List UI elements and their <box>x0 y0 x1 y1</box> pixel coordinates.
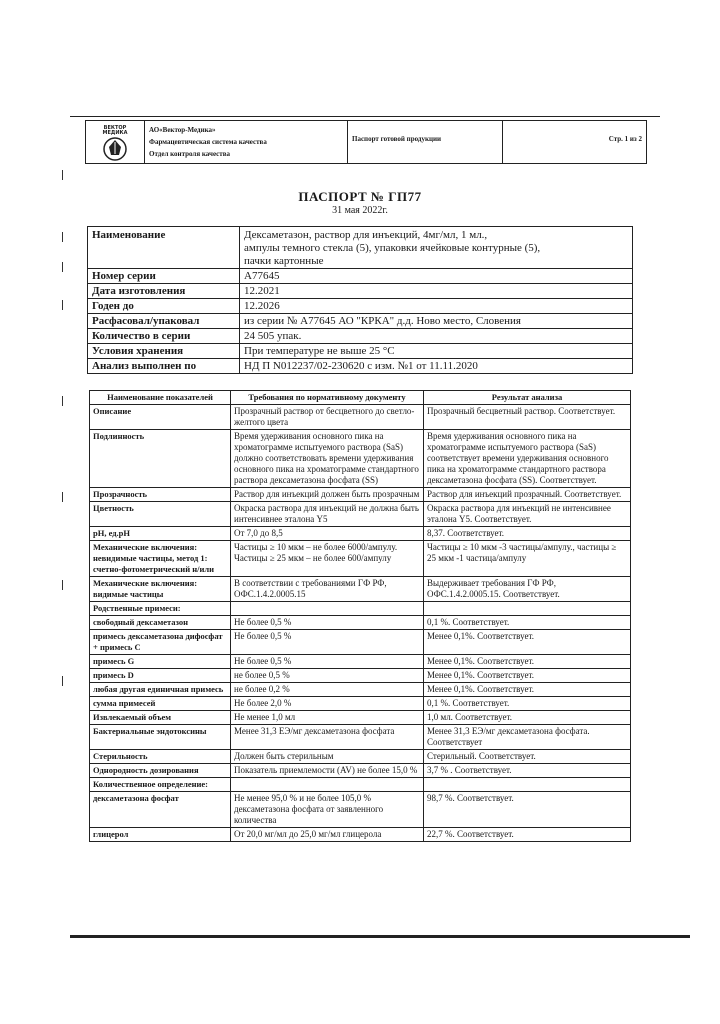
requirement-cell: Время удерживания основного пика на хроматограмме испытуемого раствора (SaS) должно соответствовать времени удерживания основного пика на хроматограмме стандартного раствора дексаметазона фосфата (SS) <box>231 430 424 488</box>
scan-mark <box>62 396 63 406</box>
svg-text:ВЕКТОР: ВЕКТОР <box>103 125 127 131</box>
result-cell: 22,7 %. Соответствует. <box>424 828 631 842</box>
result-cell <box>424 602 631 616</box>
requirement-cell: Показатель приемлемости (AV) не более 15,0 % <box>231 764 424 778</box>
parameter-cell: Цветность <box>90 502 231 527</box>
bottom-rule <box>70 935 690 938</box>
requirement-cell: Не более 0,5 % <box>231 630 424 655</box>
info-row-name <box>88 227 633 269</box>
parameter-cell: Родственные примеси: <box>90 602 231 616</box>
info-row <box>88 314 633 329</box>
result-cell: Выдерживает требования ГФ РФ, ОФС.1.4.2.0005.15. Соответствует. <box>424 577 631 602</box>
analysis-row <box>90 616 631 630</box>
quality-system: Фармацевтическая система качества <box>149 138 267 146</box>
analysis-row <box>90 502 631 527</box>
requirement-cell: Должен быть стерильным <box>231 750 424 764</box>
scan-mark <box>62 300 63 310</box>
col-header-parameter: Наименование показателей <box>90 391 231 405</box>
info-label: Условия хранения <box>88 344 240 359</box>
info-row <box>88 359 633 374</box>
info-label: Расфасовал/упаковал <box>88 314 240 329</box>
analysis-row <box>90 541 631 577</box>
info-row <box>88 284 633 299</box>
document-header <box>85 120 647 164</box>
analysis-table <box>89 390 631 842</box>
parameter-cell: глицерол <box>90 828 231 842</box>
requirement-cell <box>231 778 424 792</box>
analysis-row <box>90 630 631 655</box>
analysis-row <box>90 405 631 430</box>
parameter-cell: Извлекаемый объем <box>90 711 231 725</box>
info-value: из серии № А77645 АО "КРКА" д.д. Ново место, Словения <box>240 314 633 329</box>
analysis-row <box>90 792 631 828</box>
analysis-row <box>90 683 631 697</box>
org-name: АО«Вектор-Медика» <box>149 126 216 134</box>
requirement-cell: Окраска раствора для инъекций не должна быть интенсивнее эталона Y5 <box>231 502 424 527</box>
parameter-cell: Бактериальные эндотоксины <box>90 725 231 750</box>
col-header-result: Результат анализа <box>424 391 631 405</box>
info-label: Годен до <box>88 299 240 314</box>
analysis-row <box>90 697 631 711</box>
analysis-row <box>90 602 631 616</box>
requirement-cell: Не более 0,5 % <box>231 616 424 630</box>
scan-mark <box>62 170 63 180</box>
page-number: Стр. 1 из 2 <box>608 135 642 143</box>
result-cell: Время удерживания основного пика на хроматограмме испытуемого раствора (SaS) соответствует времени удерживания основного пика на хроматограмме стандартного раствора дексаметазона фосфата (SS). Соответствует. <box>424 430 631 488</box>
info-row <box>88 329 633 344</box>
parameter-cell: Механические включения: видимые частицы <box>90 577 231 602</box>
result-cell: Прозрачный бесцветный раствор. Соответствует. <box>424 405 631 430</box>
department: Отдел контроля качества <box>149 150 230 158</box>
result-cell: 1,0 мл. Соответствует. <box>424 711 631 725</box>
analysis-row <box>90 577 631 602</box>
analysis-header-row <box>90 391 631 405</box>
info-value <box>240 227 633 269</box>
result-cell: Менее 0,1%. Соответствует. <box>424 669 631 683</box>
requirement-cell: Не менее 1,0 мл <box>231 711 424 725</box>
parameter-cell: рН, ед.рН <box>90 527 231 541</box>
analysis-row <box>90 488 631 502</box>
info-value: При температуре не выше 25 °С <box>240 344 633 359</box>
requirement-cell: Не менее 95,0 % и не более 105,0 % дексаметазона фосфата от заявленного количества <box>231 792 424 828</box>
requirement-cell: не более 0,5 % <box>231 669 424 683</box>
info-label: Анализ выполнен по <box>88 359 240 374</box>
info-label: Номер серии <box>88 269 240 284</box>
analysis-row <box>90 778 631 792</box>
name-line: пачки картонные <box>244 255 324 267</box>
parameter-cell: любая другая единичная примесь <box>90 683 231 697</box>
analysis-row <box>90 764 631 778</box>
svg-text:МЕДИКА: МЕДИКА <box>102 130 128 136</box>
parameter-cell: примесь D <box>90 669 231 683</box>
info-label: Наименование <box>88 227 240 269</box>
result-cell <box>424 778 631 792</box>
info-label: Дата изготовления <box>88 284 240 299</box>
result-cell: Раствор для инъекций прозрачный. Соответствует. <box>424 488 631 502</box>
requirement-cell: Не более 2,0 % <box>231 697 424 711</box>
info-row <box>88 299 633 314</box>
parameter-cell: свободный дексаметазон <box>90 616 231 630</box>
result-cell: Стерильный. Соответствует. <box>424 750 631 764</box>
parameter-cell: Прозрачность <box>90 488 231 502</box>
parameter-cell: Подлинность <box>90 430 231 488</box>
info-value: НД П N012237/02-230620 с изм. №1 от 11.11.2020 <box>240 359 633 374</box>
result-cell: Менее 0,1%. Соответствует. <box>424 655 631 669</box>
company-logo <box>86 121 145 163</box>
info-row <box>88 344 633 359</box>
requirement-cell: Прозрачный раствор от бесцветного до светло-желтого цвета <box>231 405 424 430</box>
requirement-cell: Раствор для инъекций должен быть прозрачным <box>231 488 424 502</box>
requirement-cell: Менее 31,3 ЕЭ/мг дексаметазона фосфата <box>231 725 424 750</box>
requirement-cell: Не более 0,5 % <box>231 655 424 669</box>
info-label: Количество в серии <box>88 329 240 344</box>
info-row <box>88 269 633 284</box>
scan-mark <box>62 676 63 686</box>
top-rule <box>70 116 660 117</box>
name-line: ампулы темного стекла (5), упаковки ячейковые контурные (5), <box>244 242 541 254</box>
scan-mark <box>62 232 63 242</box>
result-cell: Частицы ≥ 10 мкм -3 частицы/ампулу., частицы ≥ 25 мкм -1 частица/ампулу <box>424 541 631 577</box>
analysis-row <box>90 711 631 725</box>
result-cell: 0,1 %. Соответствует. <box>424 616 631 630</box>
result-cell: Менее 31,3 ЕЭ/мг дексаметазона фосфата. Соответствует <box>424 725 631 750</box>
result-cell: 8,37. Соответствует. <box>424 527 631 541</box>
col-header-requirement: Требования по нормативному документу <box>231 391 424 405</box>
parameter-cell: Описание <box>90 405 231 430</box>
analysis-row <box>90 828 631 842</box>
parameter-cell: примесь дексаметазона дифосфат + примесь С <box>90 630 231 655</box>
requirement-cell: В соответствии с требованиями ГФ РФ, ОФС.1.4.2.0005.15 <box>231 577 424 602</box>
result-cell: 0,1 %. Соответствует. <box>424 697 631 711</box>
name-line: Дексаметазон, раствор для инъекций, 4мг/мл, 1 мл., <box>244 229 488 241</box>
parameter-cell: Механические включения: невидимые частицы, метод 1: счетно-фотометрический н/или <box>90 541 231 577</box>
result-cell: 3,7 % . Соответствует. <box>424 764 631 778</box>
passport-date: 31 мая 2022г. <box>332 205 388 216</box>
parameter-cell: Однородность дозирования <box>90 764 231 778</box>
document-type: Паспорт готовой продукции <box>348 121 503 163</box>
scan-mark <box>62 262 63 272</box>
requirement-cell: От 20,0 мг/мл до 25,0 мг/мл глицерола <box>231 828 424 842</box>
product-info-table <box>87 226 633 374</box>
parameter-cell: Количественное определение: <box>90 778 231 792</box>
scan-mark <box>62 580 63 590</box>
result-cell: 98,7 %. Соответствует. <box>424 792 631 828</box>
analysis-row <box>90 527 631 541</box>
passport-title: ПАСПОРТ № ГП77 <box>298 189 422 204</box>
requirement-cell <box>231 602 424 616</box>
result-cell: Менее 0,1%. Соответствует. <box>424 683 631 697</box>
parameter-cell: дексаметазона фосфат <box>90 792 231 828</box>
requirement-cell: От 7,0 до 8,5 <box>231 527 424 541</box>
result-cell: Менее 0,1%. Соответствует. <box>424 630 631 655</box>
requirement-cell: не более 0,2 % <box>231 683 424 697</box>
result-cell: Окраска раствора для инъекций не интенсивнее эталона Y5. Соответствует. <box>424 502 631 527</box>
analysis-row <box>90 430 631 488</box>
parameter-cell: сумма примесей <box>90 697 231 711</box>
scan-mark <box>62 492 63 502</box>
info-value: 12.2021 <box>240 284 633 299</box>
parameter-cell: Стерильность <box>90 750 231 764</box>
parameter-cell: примесь G <box>90 655 231 669</box>
analysis-row <box>90 750 631 764</box>
info-value: А77645 <box>240 269 633 284</box>
requirement-cell: Частицы ≥ 10 мкм – не более 6000/ампулу. Частицы ≥ 25 мкм – не более 600/ампулу <box>231 541 424 577</box>
analysis-row <box>90 655 631 669</box>
analysis-row <box>90 725 631 750</box>
analysis-row <box>90 669 631 683</box>
info-value: 24 505 упак. <box>240 329 633 344</box>
info-value: 12.2026 <box>240 299 633 314</box>
